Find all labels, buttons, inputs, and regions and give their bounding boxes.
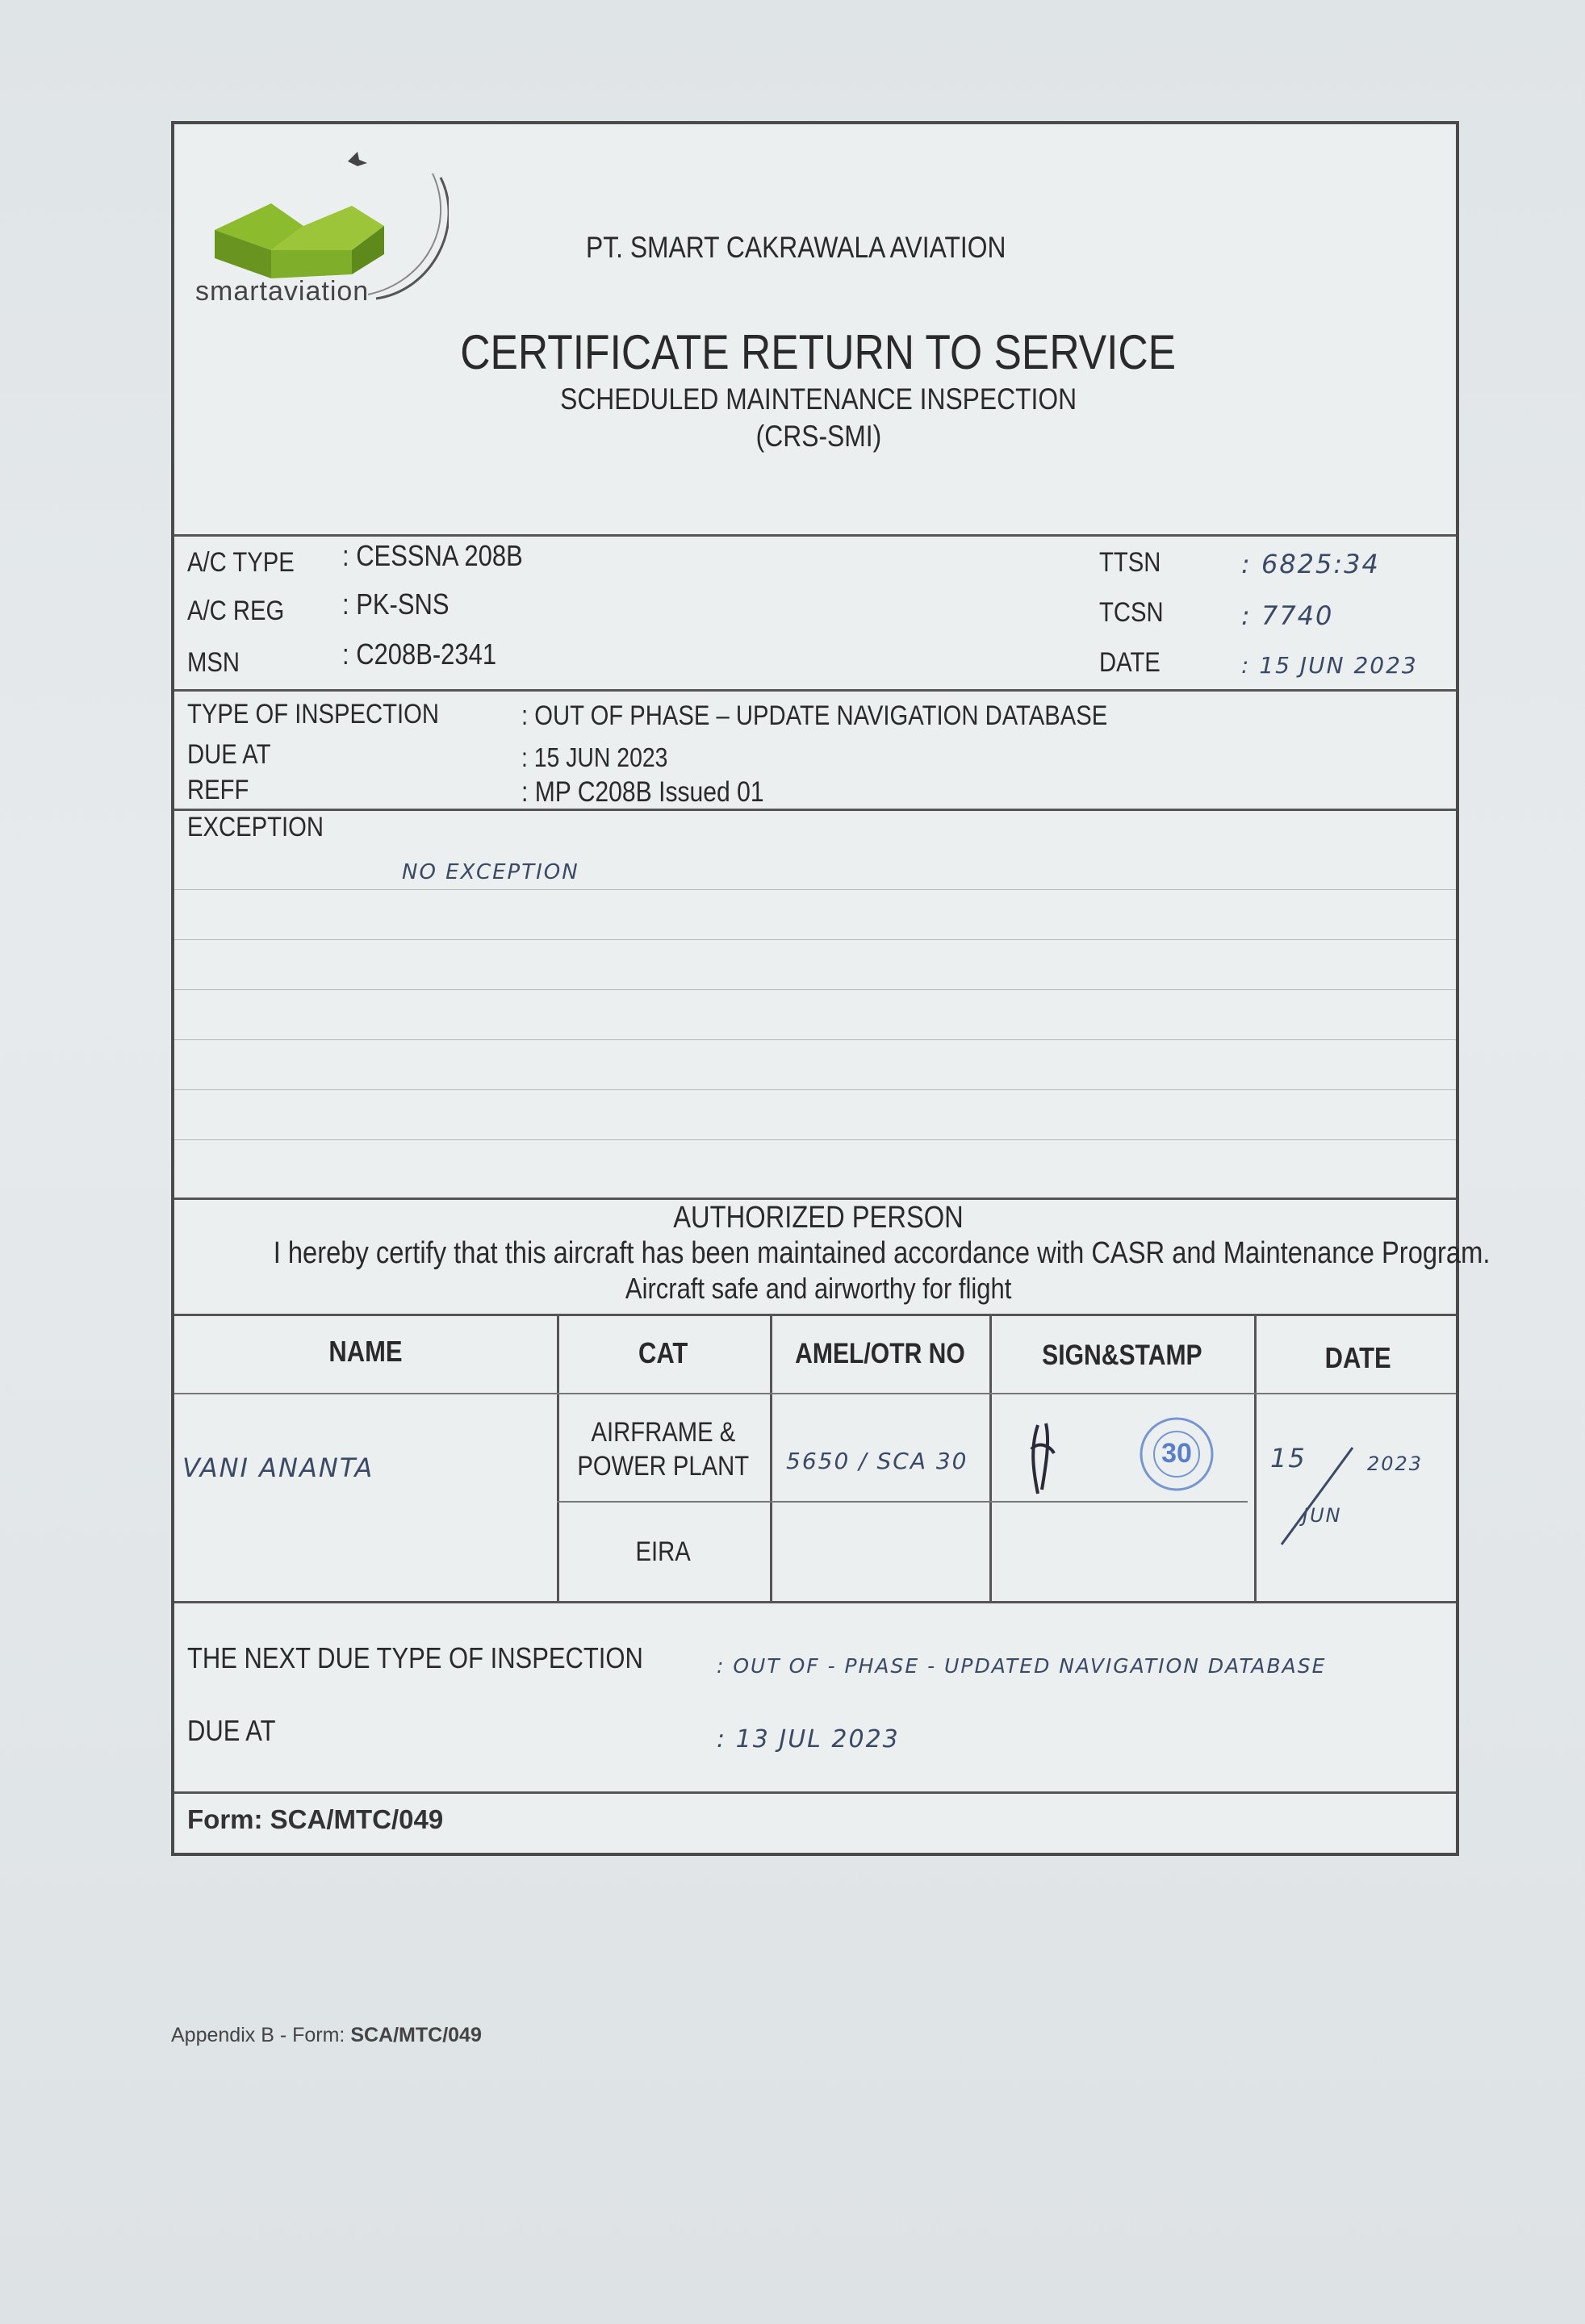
inspection-reff-value: : MP C208B Issued 01 <box>521 776 764 808</box>
ac-type-value: : CESSNA 208B <box>342 539 523 572</box>
ttsn-label: TTSN <box>1099 547 1161 578</box>
next-due-at-label: DUE AT <box>187 1714 276 1747</box>
header-name: NAME <box>328 1335 403 1368</box>
date-year: 2023 <box>1367 1452 1424 1475</box>
logo-text: smartaviation <box>195 276 370 307</box>
next-due-type-value: : OUT OF - PHASE - UPDATED NAVIGATION DATABASE <box>717 1654 1327 1678</box>
date-value: : 15 JUN 2023 <box>1241 652 1418 679</box>
divider <box>174 1198 1456 1200</box>
authorized-statement-2: Aircraft safe and airworthy for flight <box>625 1272 1012 1305</box>
crs-form <box>171 121 1491 1856</box>
ac-type-label: A/C TYPE <box>187 547 295 578</box>
authorized-title: AUTHORIZED PERSON <box>673 1201 964 1235</box>
row-amel: 5650 / SCA 30 <box>786 1448 968 1474</box>
date-month: JUN <box>1303 1504 1342 1527</box>
ac-reg-value: : PK-SNS <box>342 587 450 621</box>
inspection-reff-label: REFF <box>187 775 249 805</box>
ac-reg-label: A/C REG <box>187 596 285 626</box>
header-sign-stamp: SIGN&STAMP <box>1041 1340 1202 1371</box>
ruled-line <box>174 939 1456 940</box>
ruled-line <box>174 889 1456 890</box>
tcsn-value: : 7740 <box>1241 600 1334 631</box>
appendix-footer <box>171 2024 482 2047</box>
row-cat-line1: AIRFRAME & <box>591 1417 736 1448</box>
ruled-line <box>174 1089 1456 1090</box>
ruled-line <box>174 989 1456 990</box>
certificate-subtitle: SCHEDULED MAINTENANCE INSPECTION <box>559 382 1077 416</box>
ttsn-value: : 6825:34 <box>1241 549 1380 579</box>
header-amel: AMEL/OTR NO <box>794 1338 965 1369</box>
divider <box>174 1314 1456 1316</box>
stamp-number: 30 <box>1161 1438 1192 1469</box>
next-due-type-label: THE NEXT DUE TYPE OF INSPECTION <box>187 1641 643 1674</box>
inspection-type-label: TYPE OF INSPECTION <box>187 699 439 729</box>
date-slash <box>1272 1432 1369 1553</box>
approval-stamp <box>1136 1414 1217 1494</box>
appendix-prefix: Appendix B - Form: <box>171 2024 351 2046</box>
header-cat: CAT <box>638 1336 688 1369</box>
ruled-line <box>174 1139 1456 1140</box>
row-divider <box>174 1393 1456 1394</box>
row-cat-line2: POWER PLANT <box>577 1451 750 1482</box>
divider <box>174 809 1456 811</box>
authorized-statement: I hereby certify that this aircraft has been maintained accordance with CASR and Maintenance Program. <box>273 1236 1491 1270</box>
signature <box>1014 1417 1078 1498</box>
date-day: 15 <box>1270 1443 1307 1473</box>
exception-label: EXCEPTION <box>187 812 324 842</box>
company-name: PT. SMART CAKRAWALA AVIATION <box>586 231 1006 264</box>
divider <box>174 1791 1456 1794</box>
inspection-due-label: DUE AT <box>187 739 271 770</box>
header-date: DATE <box>1325 1341 1391 1374</box>
next-due-at-value: : 13 JUL 2023 <box>717 1725 900 1753</box>
row-cat: EIRA <box>635 1536 692 1567</box>
appendix-code: SCA/MTC/049 <box>350 2024 482 2046</box>
date-label: DATE <box>1099 647 1161 678</box>
certificate-title: CERTIFICATE RETURN TO SERVICE <box>460 325 1177 379</box>
msn-label: MSN <box>187 647 240 678</box>
row-divider <box>557 1501 1248 1503</box>
tcsn-label: TCSN <box>1099 597 1164 628</box>
inspection-due-value: : 15 JUN 2023 <box>521 742 668 772</box>
inspection-type-value: : OUT OF PHASE – UPDATE NAVIGATION DATABASE <box>521 700 1108 731</box>
divider <box>174 1601 1456 1603</box>
divider <box>174 534 1456 537</box>
msn-value: : C208B-2341 <box>342 637 497 671</box>
row-name: VANI ANANTA <box>182 1452 374 1483</box>
divider <box>174 689 1456 692</box>
logo-wordmark <box>195 276 369 307</box>
ruled-line <box>174 1039 1456 1040</box>
company-logo <box>190 137 449 315</box>
certificate-code: (CRS-SMI) <box>755 420 881 453</box>
form-code: Form: SCA/MTC/049 <box>187 1804 444 1834</box>
exception-value: NO EXCEPTION <box>402 860 579 884</box>
